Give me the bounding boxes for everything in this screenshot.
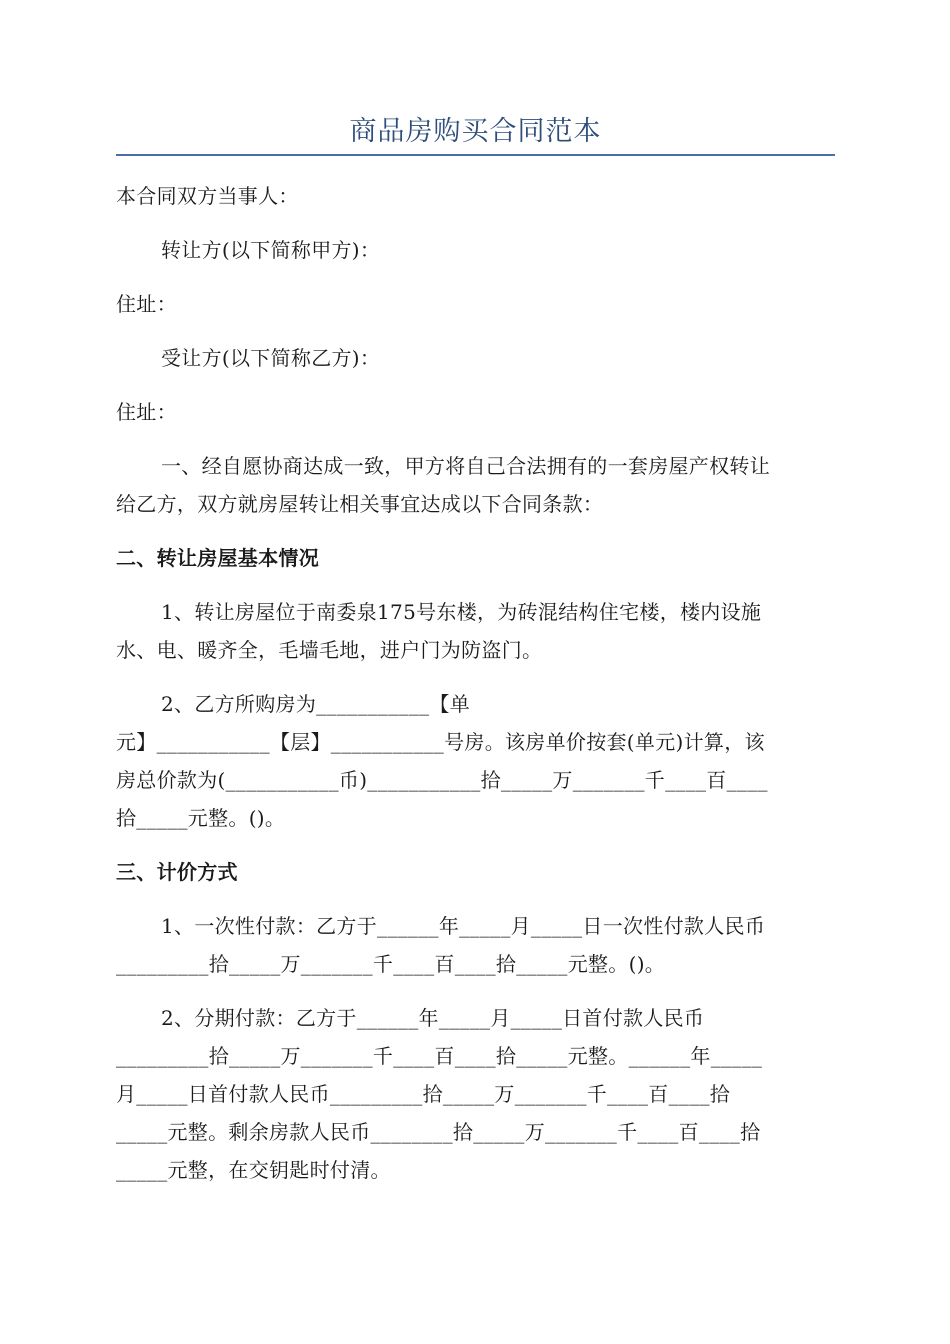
transferor-line: 转让方(以下简称甲方)： [161, 238, 381, 262]
transferor-address: 住址： [116, 292, 177, 316]
section-3-heading: 三、计价方式 [116, 860, 238, 884]
parties-intro: 本合同双方当事人： [116, 184, 299, 208]
title-underline [116, 154, 835, 156]
section-3-item-2-line-3: 月_____日首付款人民币_________拾_____万_______千____百____拾 [116, 1082, 731, 1106]
section-2-item-1-line-1: 1、转让房屋位于南委泉175号东楼，为砖混结构住宅楼，楼内设施 [161, 600, 762, 624]
section-2-item-1-line-2: 水、电、暖齐全，毛墙毛地，进户门为防盗门。 [116, 638, 543, 662]
section-2-heading: 二、转让房屋基本情况 [116, 546, 319, 570]
section-2-item-2-line-2: 元】___________【层】___________号房。该房单价按套(单元)计算，该 [116, 730, 765, 754]
section-3-item-2-line-2: _________拾_____万_______千____百____拾_____元整。______年_____ [116, 1044, 763, 1068]
section-3-item-1-line-1: 1、一次性付款：乙方于______年_____月_____日一次性付款人民币 [161, 914, 766, 938]
document-title: 商品房购买合同范本 [349, 116, 602, 147]
transferee-line: 受让方(以下简称乙方)： [161, 346, 381, 370]
section-3-item-2-line-5: _____元整，在交钥匙时付清。 [116, 1158, 391, 1182]
section-3-item-2-line-1: 2、分期付款：乙方于______年_____月_____日首付款人民币 [161, 1006, 705, 1030]
clause-1-line-1: 一、经自愿协商达成一致，甲方将自己合法拥有的一套房屋产权转让 [161, 454, 770, 478]
section-2-item-2-line-1: 2、乙方所购房为___________【单 [161, 692, 471, 716]
section-2-item-2-line-4: 拾_____元整。()。 [116, 806, 286, 830]
clause-1-line-2: 给乙方，双方就房屋转让相关事宜达成以下合同条款： [116, 492, 604, 516]
transferee-address: 住址： [116, 400, 177, 424]
section-2-item-2-line-3: 房总价款为(___________币)___________拾_____万_______千____百____ [116, 768, 768, 792]
section-3-item-1-line-2: _________拾_____万_______千____百____拾_____元整。()。 [116, 952, 666, 976]
section-3-item-2-line-4: _____元整。剩余房款人民币________拾_____万_______千____百____拾 [116, 1120, 761, 1144]
